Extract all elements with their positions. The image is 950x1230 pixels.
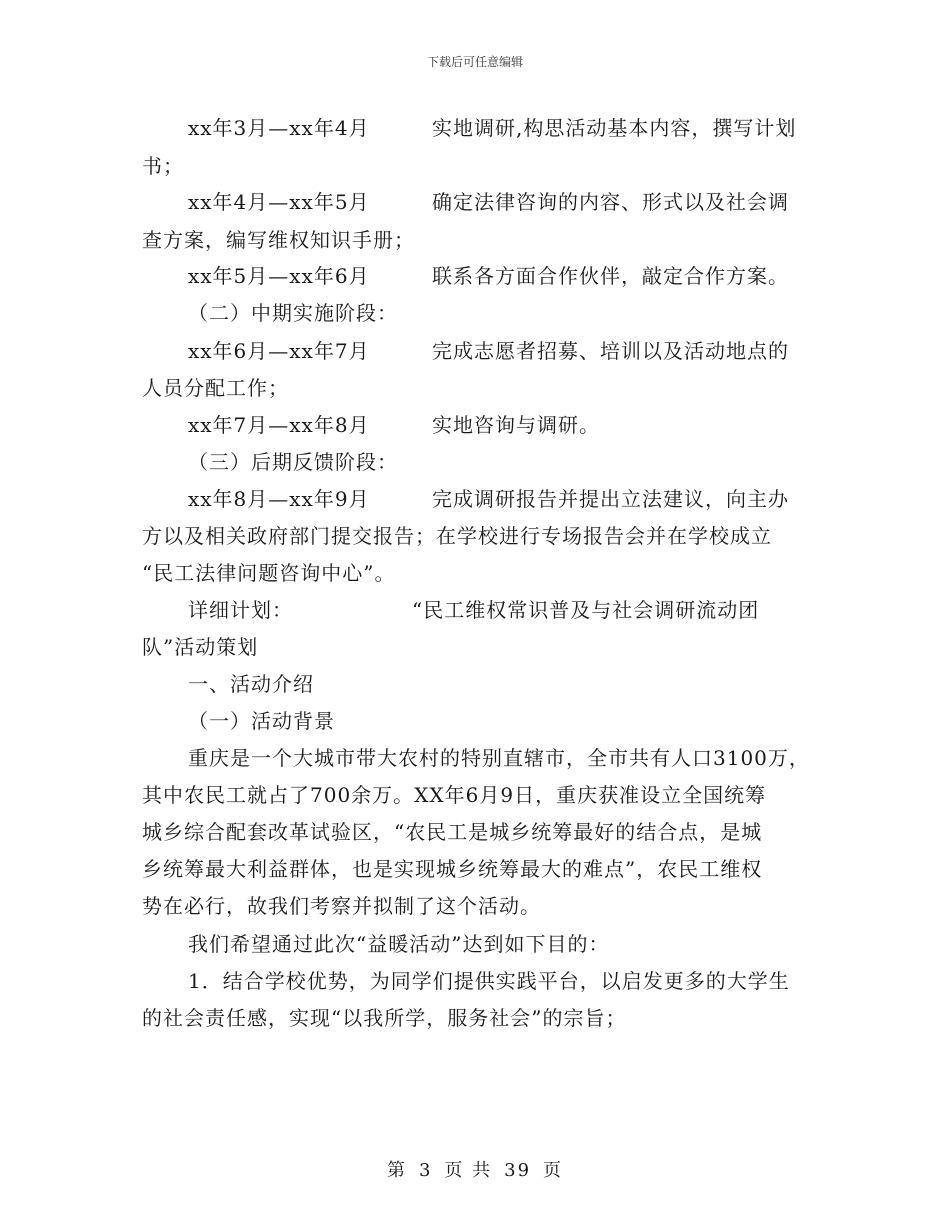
- schedule-period: xx年3月—xx年4月: [188, 116, 370, 140]
- paragraph-line: 我们希望通过此次“益暖活动”达到如下目的：: [188, 932, 610, 956]
- page-footer: [0, 1156, 950, 1182]
- schedule-task-continued: “民工法律问题咨询中心”。: [142, 561, 396, 585]
- schedule-task: 完成调研报告并提出立法建议，向主办: [432, 487, 789, 511]
- schedule-task-continued: 查方案，编写维权知识手册；: [142, 228, 415, 252]
- paragraph-line: 城乡综合配套改革试验区，“农民工是城乡统筹最好的结合点，是城: [142, 820, 763, 844]
- schedule-period: xx年4月—xx年5月: [188, 190, 370, 214]
- list-item: 1．结合学校优势，为同学们提供实践平台，以启发更多的大学生: [188, 969, 790, 993]
- schedule-task: 确定法律咨询的内容、形式以及社会调: [432, 190, 789, 214]
- schedule-period: xx年8月—xx年9月: [188, 487, 370, 511]
- footer-page-label: 第: [386, 1160, 407, 1181]
- total-pages: 39: [504, 1160, 532, 1181]
- schedule-task: 实地调研,构思活动基本内容，撰写计划: [432, 116, 797, 140]
- schedule-period: xx年7月—xx年8月: [188, 413, 370, 437]
- page-header: 下载后可任意编辑: [426, 55, 523, 69]
- list-item-continued: 的社会责任感，实现“以我所学，服务社会”的宗旨；: [142, 1006, 627, 1030]
- phase-heading: （二）中期实施阶段：: [188, 301, 398, 325]
- paragraph-line: 势在必行，故我们考察并拟制了这个活动。: [142, 894, 541, 918]
- section-heading: 一、活动介绍: [188, 672, 314, 696]
- schedule-task-continued: 方以及相关政府部门提交报告；在学校进行专场报告会并在学校成立: [142, 524, 772, 548]
- schedule-task-continued: 书；: [142, 154, 184, 178]
- paragraph-line: 其中农民工就占了700余万。XX年6月9日，重庆获准设立全国统筹: [142, 783, 767, 807]
- plan-title-continued: 队”活动策划: [142, 635, 259, 659]
- schedule-task: 联系各方面合作伙伴，敲定合作方案。: [432, 264, 789, 288]
- footer-of-label: 页 共: [444, 1160, 493, 1181]
- schedule-period: xx年5月—xx年6月: [188, 264, 370, 288]
- paragraph-line: 乡统筹最大利益群体，也是实现城乡统筹最大的难点”，农民工维权: [142, 857, 763, 881]
- schedule-period: xx年6月—xx年7月: [188, 339, 370, 363]
- schedule-task: 完成志愿者招募、培训以及活动地点的: [432, 339, 789, 363]
- footer-end-label: 页: [543, 1160, 564, 1181]
- plan-label: 详细计划：: [188, 598, 293, 622]
- schedule-task: 实地咨询与调研。: [432, 413, 600, 437]
- plan-title: “民工维权常识普及与社会调研流动团: [412, 598, 760, 622]
- schedule-task-continued: 人员分配工作；: [142, 376, 289, 400]
- subsection-heading: （一）活动背景: [188, 709, 335, 733]
- page-number: 3: [418, 1160, 433, 1181]
- phase-heading: （三）后期反馈阶段：: [188, 450, 398, 474]
- paragraph-line: 重庆是一个大城市带大农村的特别直辖市，全市共有人口3100万，: [188, 746, 810, 770]
